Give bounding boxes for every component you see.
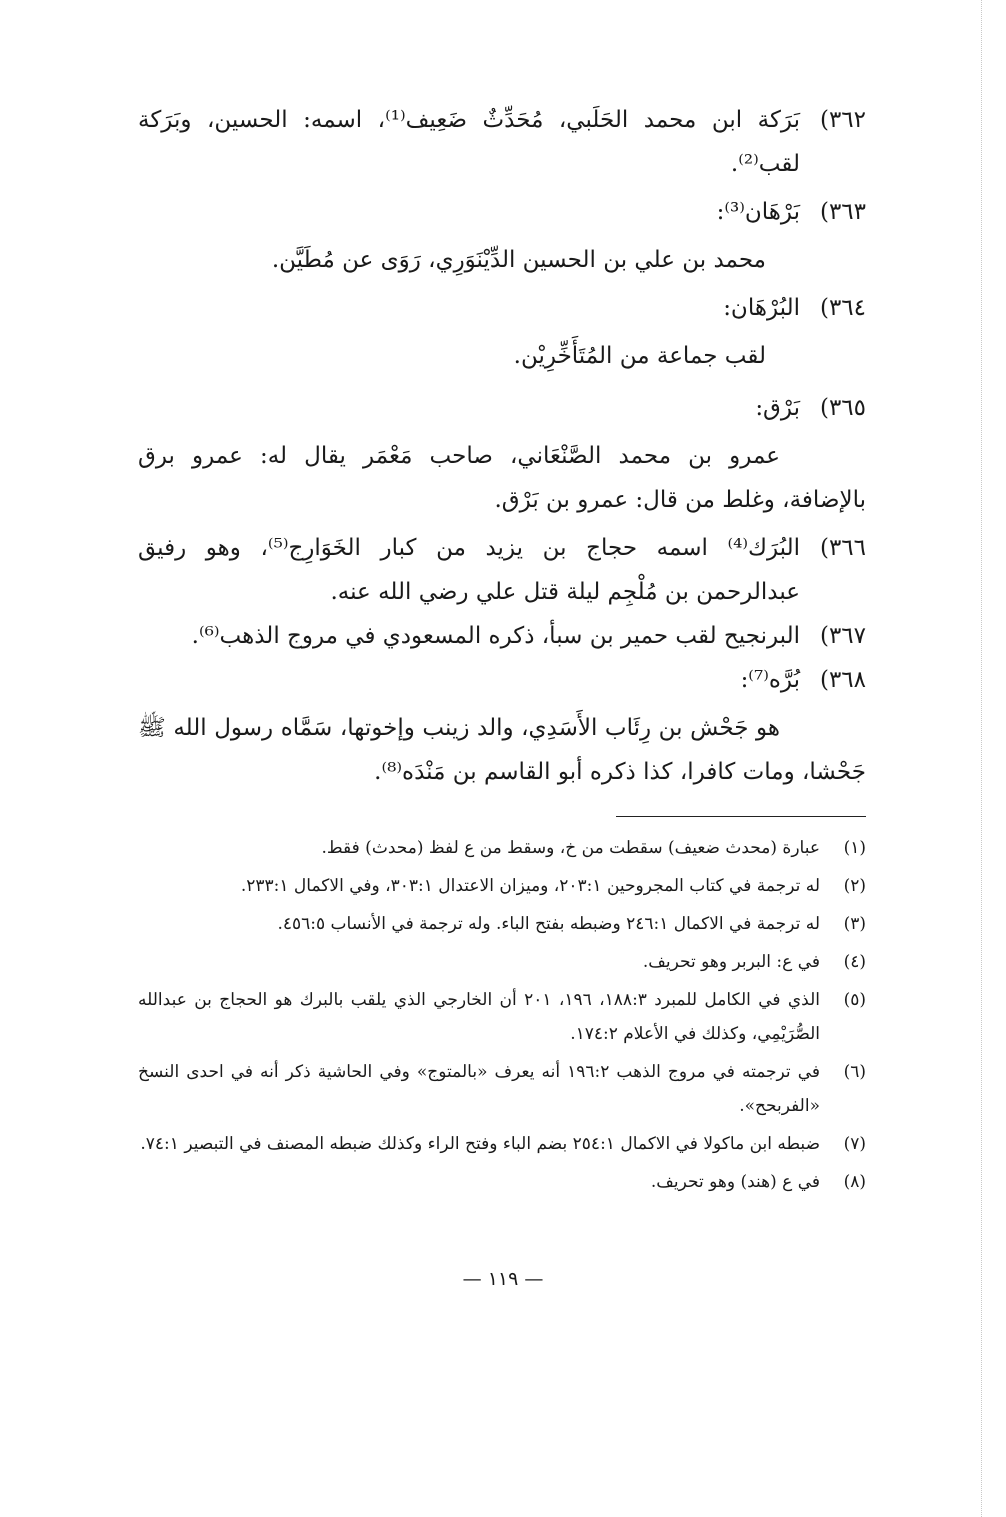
footnote-3	[138, 907, 866, 941]
footnote-number: (٧)	[843, 1134, 866, 1154]
footnote-number: (٢)	[843, 876, 866, 896]
footnote-2	[138, 869, 866, 903]
page-number: — ١١٩ —	[462, 1268, 544, 1290]
footnote-7	[138, 1127, 866, 1161]
entry-body: عمرو بن محمد الصَّنْعَاني، صاحب مَعْمَر يقال له: عمرو برق بالإضافة، وغلط من قال: عمرو بن بَرْق.	[138, 443, 866, 513]
footnote-number: (٦)	[843, 1062, 866, 1082]
entry-text: بَرَكة ابن محمد الحَلَبي، مُحَدِّثٌ ضَعِيف⁽¹⁾، اسمه: الحسين، وبَرَكة لقب⁽²⁾.	[138, 107, 800, 177]
footnote-4	[138, 945, 866, 979]
entry-number: ٣٦٧)	[819, 623, 866, 649]
footnotes	[138, 831, 866, 1199]
footnote-text: في ترجمته في مروج الذهب ١٩٦:٢ أنه يعرف «بالمتوج» وفي الحاشية ذكر أنه في احدى النسخ «الفربحح».	[138, 1062, 820, 1116]
footnote-5	[138, 983, 866, 1051]
footnote-text: له ترجمة في كتاب المجروحين ٢٠٣:١، وميزان الاعتدال ٣٠٣:١، وفي الاكمال ٢٣٣:١.	[240, 876, 820, 896]
footnote-number: (٨)	[843, 1172, 866, 1192]
entry-number: ٣٦٤)	[819, 295, 866, 321]
footnote-text: في ع (هند) وهو تحريف.	[650, 1172, 820, 1192]
entry-364	[138, 286, 866, 330]
footnote-text: له ترجمة في الاكمال ٢٤٦:١ وضبطه بفتح الباء. وله ترجمة في الأنساب ٤٥٦:٥.	[277, 914, 820, 934]
entry-body: هو جَحْش بن رِئَاب الأَسَدِي، والد زينب وإخوتها، سَمَّاه رسول الله ﷺ جَحْشا، ومات كافرا، كذا ذكره أبو القاسم بن مَنْدَه⁽⁸⁾.	[138, 715, 866, 785]
document-page	[138, 98, 866, 1203]
footnote-number: (٥)	[843, 990, 866, 1010]
entry-heading: بُرَّه⁽⁷⁾:	[740, 667, 800, 693]
footnote-number: (٤)	[843, 952, 866, 972]
entry-363	[138, 190, 866, 234]
entry-number: ٣٦٨)	[819, 667, 866, 693]
entry-number: ٣٦٥)	[819, 395, 866, 421]
entry-368	[138, 658, 866, 702]
footnote-number: (١)	[843, 838, 866, 858]
entry-367	[138, 614, 866, 658]
entry-text: البُرَك⁽⁴⁾ اسمه حجاج بن يزيد من كبار الخَوَارِج⁽⁵⁾، وهو رفيق عبدالرحمن بن مُلْجِم ليلة قتل علي رضي الله عنه.	[138, 535, 800, 605]
entry-heading: البُرْهَان:	[723, 295, 800, 321]
entry-number: ٣٦٦)	[819, 535, 866, 561]
entry-heading: بَرْهَان⁽³⁾:	[716, 199, 800, 225]
footnote-text: عبارة (محدث ضعيف) سقطت من خ، وسقط من ع لفظ (محدث) فقط.	[321, 838, 820, 858]
footnote-6	[138, 1055, 866, 1123]
entry-362	[138, 98, 866, 186]
footnote-text: الذي في الكامل للمبرد ١٨٨:٣، ١٩٦، ٢٠١ أن الخارجي الذي يلقب بالبرك هو الحجاج بن عبدالله الصُّرَيْمِي، وكذلك في الأعلام ١٧٤:٢.	[138, 990, 821, 1044]
entry-text: البرنجيح لقب حمير بن سبأ، ذكره المسعودي في مروج الذهب⁽⁶⁾.	[191, 623, 800, 649]
footnote-text: في ع: البربر وهو تحريف.	[642, 952, 820, 972]
footnote-divider	[616, 816, 866, 817]
entry-body: لقب جماعة من المُتَأَخِّرِيْن.	[513, 343, 766, 369]
entry-heading: بَرْق:	[755, 395, 800, 421]
entry-number: ٣٦٣)	[819, 199, 866, 225]
footnote-number: (٣)	[843, 914, 866, 934]
entry-body: محمد بن علي بن الحسين الدِّيْنَوَرِي، رَوَى عن مُطَيَّن.	[271, 247, 766, 273]
entry-number: ٣٦٢)	[819, 107, 866, 133]
footnote-1	[138, 831, 866, 865]
footnote-8	[138, 1165, 866, 1199]
entry-366	[138, 526, 866, 614]
footnote-text: ضبطه ابن ماكولا في الاكمال ٢٥٤:١ بضم الباء وفتح الراء وكذلك ضبطه المصنف في التبصير ٧٤:١.	[140, 1134, 820, 1154]
entry-365	[138, 386, 866, 430]
